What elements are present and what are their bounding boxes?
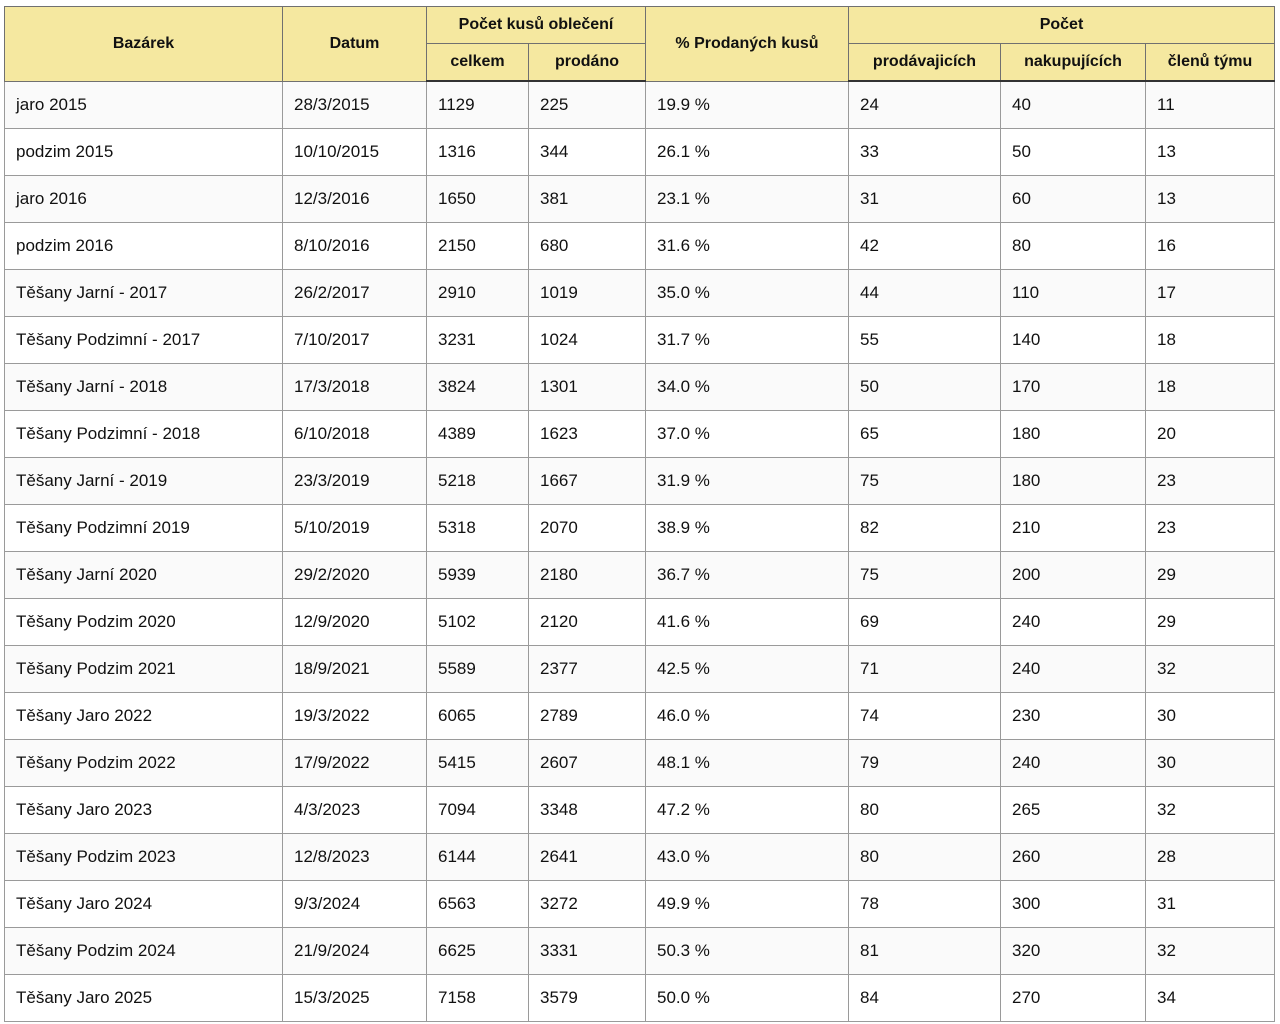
cell-bazarek: Těšany Podzim 2023 [5,834,283,881]
cell-procento: 31.6 % [646,223,849,270]
cell-procento: 19.9 % [646,81,849,129]
cell-celkem: 3231 [427,317,529,364]
cell-celkem: 1129 [427,81,529,129]
header-datum: Datum [283,7,427,82]
cell-datum: 12/9/2020 [283,599,427,646]
cell-celkem: 4389 [427,411,529,458]
table-row [5,599,1275,646]
cell-procento: 23.1 % [646,176,849,223]
cell-procento: 38.9 % [646,505,849,552]
cell-celkem: 5589 [427,646,529,693]
cell-nakupujicich: 40 [1001,81,1146,129]
cell-bazarek: Těšany Podzimní - 2018 [5,411,283,458]
cell-nakupujicich: 200 [1001,552,1146,599]
table-row [5,458,1275,505]
cell-procento: 41.6 % [646,599,849,646]
cell-celkem: 7158 [427,975,529,1022]
cell-nakupujicich: 260 [1001,834,1146,881]
cell-bazarek: Těšany Podzimní - 2017 [5,317,283,364]
cell-clenu-tymu: 30 [1146,693,1275,740]
cell-prodavajicich: 31 [849,176,1001,223]
header-nakupujicich: nakupujících [1001,44,1146,82]
cell-bazarek: jaro 2016 [5,176,283,223]
cell-prodano: 3331 [529,928,646,975]
cell-procento: 47.2 % [646,787,849,834]
cell-prodavajicich: 74 [849,693,1001,740]
cell-bazarek: Těšany Jaro 2022 [5,693,283,740]
cell-prodavajicich: 69 [849,599,1001,646]
cell-bazarek: Těšany Podzim 2024 [5,928,283,975]
cell-datum: 29/2/2020 [283,552,427,599]
cell-nakupujicich: 110 [1001,270,1146,317]
cell-datum: 23/3/2019 [283,458,427,505]
cell-clenu-tymu: 18 [1146,364,1275,411]
cell-prodano: 2180 [529,552,646,599]
cell-datum: 8/10/2016 [283,223,427,270]
cell-prodano: 3348 [529,787,646,834]
cell-datum: 18/9/2021 [283,646,427,693]
cell-prodano: 1301 [529,364,646,411]
header-row-top [5,7,1275,44]
cell-nakupujicich: 300 [1001,881,1146,928]
cell-prodavajicich: 65 [849,411,1001,458]
cell-datum: 9/3/2024 [283,881,427,928]
cell-bazarek: Těšany Jaro 2023 [5,787,283,834]
cell-datum: 28/3/2015 [283,81,427,129]
cell-clenu-tymu: 29 [1146,599,1275,646]
cell-prodano: 2070 [529,505,646,552]
cell-clenu-tymu: 28 [1146,834,1275,881]
cell-prodavajicich: 44 [849,270,1001,317]
cell-datum: 6/10/2018 [283,411,427,458]
cell-bazarek: Těšany Podzimní 2019 [5,505,283,552]
cell-celkem: 5939 [427,552,529,599]
cell-procento: 26.1 % [646,129,849,176]
cell-clenu-tymu: 23 [1146,505,1275,552]
cell-nakupujicich: 240 [1001,646,1146,693]
cell-prodano: 680 [529,223,646,270]
cell-clenu-tymu: 31 [1146,881,1275,928]
cell-prodano: 381 [529,176,646,223]
cell-nakupujicich: 210 [1001,505,1146,552]
cell-prodano: 2607 [529,740,646,787]
cell-prodano: 1667 [529,458,646,505]
cell-prodano: 1024 [529,317,646,364]
cell-nakupujicich: 240 [1001,740,1146,787]
cell-procento: 50.3 % [646,928,849,975]
cell-celkem: 1316 [427,129,529,176]
table-row [5,270,1275,317]
cell-prodavajicich: 50 [849,364,1001,411]
cell-nakupujicich: 80 [1001,223,1146,270]
cell-prodano: 344 [529,129,646,176]
cell-prodano: 2120 [529,599,646,646]
table-row [5,81,1275,129]
cell-datum: 17/3/2018 [283,364,427,411]
cell-procento: 46.0 % [646,693,849,740]
cell-clenu-tymu: 32 [1146,928,1275,975]
cell-prodavajicich: 71 [849,646,1001,693]
cell-bazarek: Těšany Podzim 2020 [5,599,283,646]
cell-celkem: 5318 [427,505,529,552]
cell-procento: 31.7 % [646,317,849,364]
cell-procento: 37.0 % [646,411,849,458]
table-body [5,81,1275,1022]
table-row [5,740,1275,787]
cell-prodano: 3579 [529,975,646,1022]
table-row [5,552,1275,599]
table-row [5,834,1275,881]
cell-prodano: 225 [529,81,646,129]
table-row [5,881,1275,928]
cell-procento: 48.1 % [646,740,849,787]
cell-nakupujicich: 270 [1001,975,1146,1022]
cell-prodano: 1019 [529,270,646,317]
cell-clenu-tymu: 30 [1146,740,1275,787]
header-prodavajicich: prodávajicích [849,44,1001,82]
cell-datum: 12/3/2016 [283,176,427,223]
cell-bazarek: Těšany Podzim 2021 [5,646,283,693]
cell-celkem: 3824 [427,364,529,411]
cell-prodavajicich: 33 [849,129,1001,176]
cell-prodavajicich: 81 [849,928,1001,975]
cell-datum: 5/10/2019 [283,505,427,552]
header-bazarek: Bazárek [5,7,283,82]
cell-clenu-tymu: 16 [1146,223,1275,270]
cell-datum: 7/10/2017 [283,317,427,364]
table-header [5,7,1275,82]
cell-celkem: 6625 [427,928,529,975]
cell-celkem: 5102 [427,599,529,646]
table-row [5,129,1275,176]
cell-bazarek: podzim 2015 [5,129,283,176]
cell-celkem: 6065 [427,693,529,740]
table-row [5,505,1275,552]
cell-prodavajicich: 78 [849,881,1001,928]
cell-nakupujicich: 180 [1001,411,1146,458]
cell-prodano: 3272 [529,881,646,928]
cell-nakupujicich: 50 [1001,129,1146,176]
cell-prodano: 2789 [529,693,646,740]
cell-bazarek: Těšany Jarní - 2017 [5,270,283,317]
table-row [5,646,1275,693]
cell-celkem: 6144 [427,834,529,881]
cell-procento: 42.5 % [646,646,849,693]
cell-prodavajicich: 80 [849,834,1001,881]
cell-procento: 34.0 % [646,364,849,411]
cell-nakupujicich: 265 [1001,787,1146,834]
cell-procento: 36.7 % [646,552,849,599]
cell-datum: 4/3/2023 [283,787,427,834]
table-row [5,223,1275,270]
cell-prodavajicich: 24 [849,81,1001,129]
cell-celkem: 5415 [427,740,529,787]
table-row [5,975,1275,1022]
cell-datum: 15/3/2025 [283,975,427,1022]
cell-bazarek: Těšany Jaro 2024 [5,881,283,928]
cell-prodano: 2641 [529,834,646,881]
cell-procento: 50.0 % [646,975,849,1022]
cell-procento: 31.9 % [646,458,849,505]
cell-clenu-tymu: 29 [1146,552,1275,599]
cell-nakupujicich: 170 [1001,364,1146,411]
cell-prodavajicich: 80 [849,787,1001,834]
cell-prodavajicich: 79 [849,740,1001,787]
cell-clenu-tymu: 17 [1146,270,1275,317]
cell-datum: 10/10/2015 [283,129,427,176]
header-prodano: prodáno [529,44,646,82]
cell-nakupujicich: 60 [1001,176,1146,223]
cell-bazarek: Těšany Podzim 2022 [5,740,283,787]
table-row [5,317,1275,364]
header-pocet-kusu: Počet kusů oblečení [427,7,646,44]
cell-prodano: 1623 [529,411,646,458]
cell-clenu-tymu: 20 [1146,411,1275,458]
cell-procento: 43.0 % [646,834,849,881]
table-row [5,411,1275,458]
table-row [5,787,1275,834]
cell-clenu-tymu: 11 [1146,81,1275,129]
header-procento-prodanych: % Prodaných kusů [646,7,849,82]
cell-nakupujicich: 230 [1001,693,1146,740]
cell-bazarek: Těšany Jarní 2020 [5,552,283,599]
cell-celkem: 5218 [427,458,529,505]
cell-datum: 26/2/2017 [283,270,427,317]
cell-clenu-tymu: 23 [1146,458,1275,505]
header-celkem: celkem [427,44,529,82]
cell-celkem: 2150 [427,223,529,270]
table-row [5,693,1275,740]
cell-datum: 19/3/2022 [283,693,427,740]
cell-bazarek: Těšany Jaro 2025 [5,975,283,1022]
cell-celkem: 7094 [427,787,529,834]
header-clenu-tymu: členů týmu [1146,44,1275,82]
cell-prodavajicich: 75 [849,458,1001,505]
cell-clenu-tymu: 32 [1146,787,1275,834]
cell-bazarek: Těšany Jarní - 2019 [5,458,283,505]
cell-nakupujicich: 140 [1001,317,1146,364]
header-pocet: Počet [849,7,1275,44]
cell-clenu-tymu: 13 [1146,176,1275,223]
cell-procento: 49.9 % [646,881,849,928]
cell-celkem: 1650 [427,176,529,223]
table-row [5,176,1275,223]
cell-prodavajicich: 84 [849,975,1001,1022]
cell-datum: 21/9/2024 [283,928,427,975]
cell-prodavajicich: 75 [849,552,1001,599]
cell-nakupujicich: 240 [1001,599,1146,646]
cell-clenu-tymu: 18 [1146,317,1275,364]
cell-bazarek: podzim 2016 [5,223,283,270]
table-row [5,928,1275,975]
cell-procento: 35.0 % [646,270,849,317]
cell-datum: 17/9/2022 [283,740,427,787]
cell-bazarek: jaro 2015 [5,81,283,129]
cell-clenu-tymu: 32 [1146,646,1275,693]
cell-nakupujicich: 180 [1001,458,1146,505]
cell-prodano: 2377 [529,646,646,693]
cell-prodavajicich: 82 [849,505,1001,552]
cell-celkem: 2910 [427,270,529,317]
table-container [4,6,1275,1022]
table-row [5,364,1275,411]
cell-clenu-tymu: 34 [1146,975,1275,1022]
cell-celkem: 6563 [427,881,529,928]
cell-prodavajicich: 42 [849,223,1001,270]
cell-bazarek: Těšany Jarní - 2018 [5,364,283,411]
cell-nakupujicich: 320 [1001,928,1146,975]
cell-datum: 12/8/2023 [283,834,427,881]
cell-clenu-tymu: 13 [1146,129,1275,176]
cell-prodavajicich: 55 [849,317,1001,364]
bazar-statistics-table [4,6,1275,1022]
